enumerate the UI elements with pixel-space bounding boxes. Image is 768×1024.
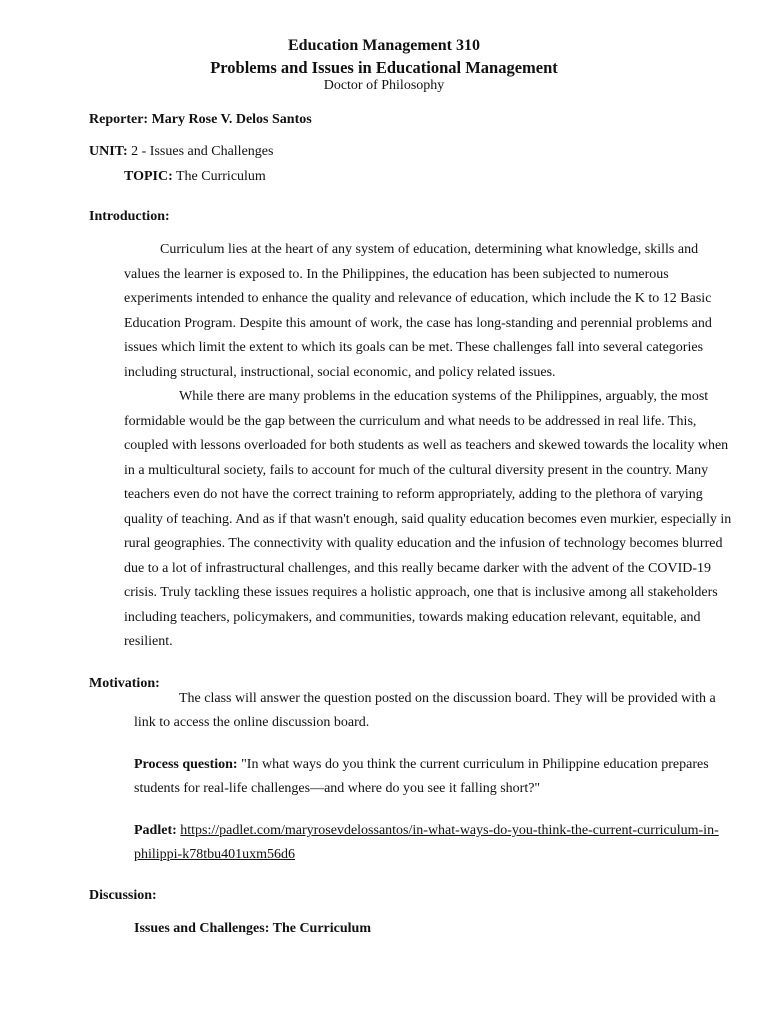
motivation-text: The class will answer the question posted on the discussion board. They will be provided with a link to access the online discussion board. [134,691,716,730]
reporter-name: Mary Rose V. Delos Santos [151,112,312,127]
document-title: Problems and Issues in Educational Management [210,58,558,77]
topic-label: TOPIC: [124,169,173,184]
motivation-heading: Motivation: [89,676,160,691]
padlet-label: Padlet: [134,823,177,838]
process-question-text: "In what ways do you think the current curriculum in Philippine education prepares students for real-life challenges—and where do you see it falling short?" [134,757,709,796]
process-question-label: Process question: [134,757,238,772]
introduction-paragraph-2: While there are many problems in the education systems of the Philippines, arguably, the most formidable would be the gap between the curriculum and what needs to be addressed in real life. This, coupled with lessons overloaded for both students as well as teachers and skewed towards the locality when in a multicultural society, fails to account for much of the cultural diversity present in the country. Many teachers even do not have the correct training to reform appropriately, adding to the plethora of varying quality of teaching. And as if that wasn't enough, said quality education becomes even murkier, especially in rural geographies. The connectivity with quality education and the infusion of technology becomes blurred due to a lot of infrastructural challenges, and this really became darker with the advent of the COVID-19 crisis. Truly tackling these issues requires a holistic approach, one that is inclusive among all stakeholders including teachers, policymakers, and communities, towards making education relevant, equitable, and resilient. [124,389,732,649]
course-title: Education Management 310 [288,37,480,54]
process-question [134,753,724,801]
topic-line [124,169,266,185]
unit-label: UNIT: [89,144,128,159]
introduction-heading: Introduction: [89,209,170,224]
discussion-subheading: Issues and Challenges: The Curriculum [134,921,372,936]
discussion-heading: Discussion: [89,888,157,903]
padlet-line [134,819,724,867]
reporter-line [89,112,312,128]
padlet-link[interactable]: https://padlet.com/maryrosevdelossantos/in-what-ways-do-you-think-the-current-curriculum-in-philippi-k78tbu401uxm56d6 [134,823,719,862]
reporter-label: Reporter: [89,112,149,127]
unit-line [89,144,273,160]
program-name: Doctor of Philosophy [323,78,445,93]
topic-value: The Curriculum [176,169,266,184]
introduction-paragraph-1: Curriculum lies at the heart of any system of education, determining what knowledge, skills and values the learner is exposed to. In the Philippines, the education has been subjected to numerous experiments intended to enhance the quality and relevance of education, which include the K to 12 Basic Education Program. Despite this amount of work, the case has long-standing and perennial problems and issues which limit the extent to which its goals can be met. These challenges fall into several categories including structural, instructional, social economic, and policy related issues. [124,242,712,380]
unit-value: 2 - Issues and Challenges [131,144,274,159]
